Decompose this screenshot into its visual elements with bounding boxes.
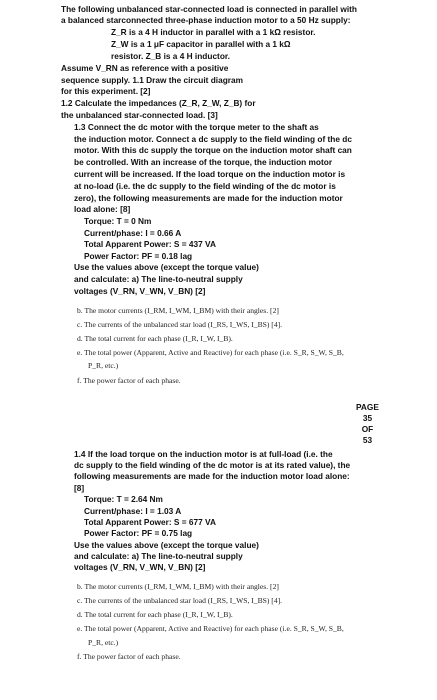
page-number [356, 402, 379, 446]
text-line: Torque: T = 2.64 Nm [84, 494, 163, 504]
text-line: Power Factor: PF = 0.18 lag [84, 251, 193, 261]
text-line: for this experiment. [2] [61, 86, 151, 96]
text-line: 1.2 Calculate the impedances (Z_R, Z_W, Z_B) for [61, 98, 256, 108]
text-line: current will be increased. If the load torque on the induction motor is [74, 169, 346, 179]
text-line: and calculate: a) The line-to-neutral supply [74, 551, 243, 561]
text-line: Total Apparent Power: S = 437 VA [84, 239, 216, 249]
text-line: resistor. Z_B is a 4 H inductor. [111, 51, 230, 61]
page-of: OF [361, 424, 374, 434]
list-item: b. The motor currents (I_RM, I_WM, I_BM) with their angles. [2] [77, 306, 279, 315]
text-line: Use the values above (except the torque value) [74, 262, 259, 272]
text-line: Total Apparent Power: S = 677 VA [84, 517, 216, 527]
text-line: Current/phase: I = 1.03 A [84, 506, 182, 516]
text-line: Power Factor: PF = 0.75 lag [84, 528, 193, 538]
list-item: d. The total current for each phase (I_R, I_W, I_B). [77, 334, 233, 343]
list-item: P_R, etc.) [88, 638, 119, 647]
text-line: The following unbalanced star-connected load is connected in parallel with [61, 4, 357, 14]
list-item: f. The power factor of each phase. [77, 652, 181, 661]
list-item: f. The power factor of each phase. [77, 376, 181, 385]
text-line: motor. With this dc supply the torque on the induction motor shaft can [74, 145, 352, 155]
text-line: a balanced starconnected three-phase induction motor to a 50 Hz supply: [61, 15, 351, 25]
text-line: Current/phase: I = 0.66 A [84, 228, 182, 238]
text-line: the induction motor. Connect a dc supply to the field winding of the dc [74, 134, 352, 144]
page-total: 53 [362, 435, 373, 445]
page-label: PAGE [356, 402, 379, 412]
text-line: 1.3 Connect the dc motor with the torque meter to the shaft as [74, 122, 319, 132]
text-line: and calculate: a) The line-to-neutral supply [74, 274, 243, 284]
list-item: P_R, etc.) [88, 361, 119, 370]
list-item: d. The total current for each phase (I_R, I_W, I_B). [77, 610, 233, 619]
text-line: the unbalanced star-connected load. [3] [61, 110, 218, 120]
text-line: following measurements are made for the induction motor load alone: [74, 471, 350, 481]
text-line: 1.4 If the load torque on the induction motor is at full-load (i.e. the [74, 449, 333, 459]
list-item: c. The currents of the unbalanced star load (I_RS, I_WS, I_BS) [4]. [77, 596, 283, 605]
text-line: zero), the following measurements are made for the induction motor [74, 193, 343, 203]
text-line: Assume V_RN as reference with a positive [61, 63, 229, 73]
page-current: 35 [362, 413, 373, 423]
list-item: e. The total power (Apparent, Active and Reactive) for each phase (i.e. S_R, S_W, S_B, [77, 348, 344, 357]
text-line: Z_R is a 4 H inductor in parallel with a 1 kΩ resistor. [111, 27, 316, 37]
text-line: Use the values above (except the torque value) [74, 540, 259, 550]
text-line: be controlled. With an increase of the torque, the induction motor [74, 157, 333, 167]
text-line: voltages (V_RN, V_WN, V_BN) [2] [74, 286, 206, 296]
list-item: e. The total power (Apparent, Active and Reactive) for each phase (i.e. S_R, S_W, S_B, [77, 624, 344, 633]
text-line: at no-load (i.e. the dc supply to the field winding of the dc motor is [74, 181, 336, 191]
text-line: voltages (V_RN, V_WN, V_BN) [2] [74, 562, 206, 572]
text-line: Torque: T = 0 Nm [84, 216, 152, 226]
list-item: c. The currents of the unbalanced star load (I_RS, I_WS, I_BS) [4]. [77, 320, 283, 329]
text-line: Z_W is a 1 μF capacitor in parallel with a 1 kΩ [111, 39, 291, 49]
list-item: b. The motor currents (I_RM, I_WM, I_BM) with their angles. [2] [77, 582, 279, 591]
text-line: dc supply to the field winding of the dc motor is at its rated value), the [74, 460, 351, 470]
text-line: [8] [74, 483, 85, 493]
text-line: load alone: [8] [74, 204, 131, 214]
text-line: sequence supply. 1.1 Draw the circuit diagram [61, 75, 243, 85]
